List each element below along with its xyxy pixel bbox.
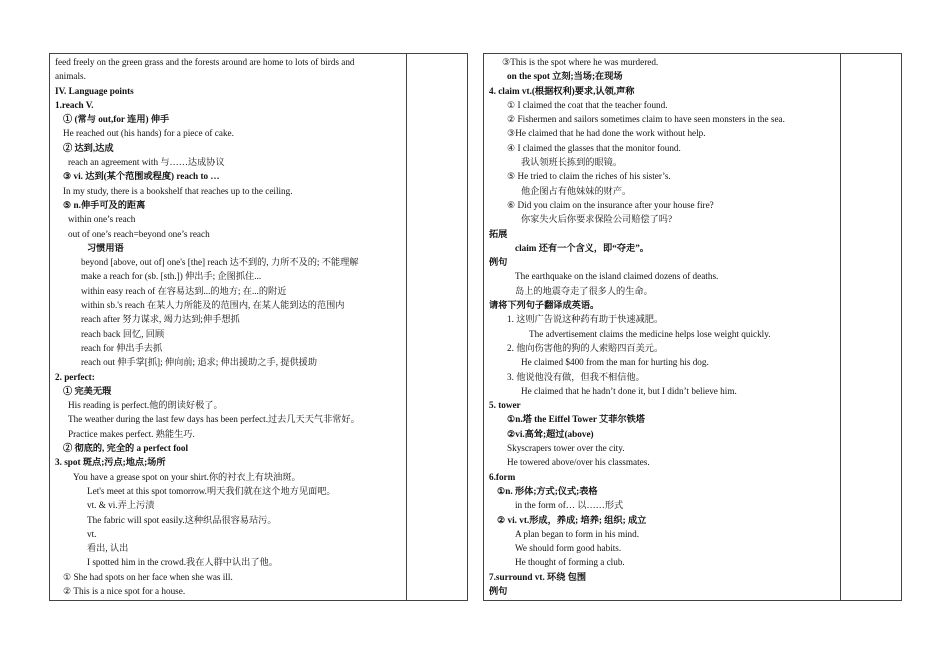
text-line: ③This is the spot where he was murdered. [502, 57, 659, 67]
text-line: ②vi.高耸;超过(above) [507, 428, 594, 439]
text-line: The weather during the last few days has been perfect.过去几天天气非常好。 [68, 414, 360, 425]
text-line: 拓展 [489, 228, 508, 239]
text-line: reach out 伸手掌[抓]; 伸向前; 追求; 伸出援助之手, 提供援助 [81, 357, 318, 368]
text-line: ①n. 形体;方式;仪式;表格 [497, 485, 598, 496]
text-line: His reading is perfect.他的朗读好极了。 [68, 400, 223, 411]
text-line: He claimed that he hadn’t done it, but I didn’t believe him. [521, 385, 737, 396]
text-line: feed freely on the green grass and the forests around are home to lots of birds and [55, 57, 355, 67]
right-blank-column [840, 54, 901, 600]
text-line: make a reach for (sb. [sth.]) 伸出手; 企图抓住... [81, 271, 262, 282]
text-line: ⑤ He tried to claim the riches of his sister’s. [507, 171, 671, 182]
text-line: He towered above/over his classmates. [507, 457, 650, 468]
text-line: He thought of forming a club. [515, 557, 625, 568]
text-line: on the spot 立刻;当场;在现场 [507, 71, 623, 82]
text-line: ③ vi. 达到(某个范围或程度) reach to … [63, 171, 220, 182]
text-line: ① 完美无瑕 [63, 385, 112, 396]
text-line: ② This is a nice spot for a house. [63, 585, 186, 596]
text-line: A plan began to form in his mind. [515, 528, 640, 539]
text-line: out of one’s reach=beyond one’s reach [68, 228, 210, 239]
text-line: vt. & vi.弄上污渍 [87, 500, 155, 511]
text-line: I spotted him in the crowd.我在人群中认出了他。 [87, 557, 278, 568]
text-line: You have a grease spot on your shirt.你的衬衣上有块油斑。 [73, 471, 301, 482]
text-line: within easy reach of 在容易达到...的地方; 在...的附近 [81, 285, 287, 296]
text-line: 习惯用语 [87, 242, 124, 253]
text-line: 3. spot 斑点;污点;地点;场所 [55, 457, 166, 468]
left-blank-column [406, 54, 467, 600]
text-line: 2. 他向伤害他的狗的人索赔四百美元。 [507, 342, 664, 353]
text-line: 例句 [489, 257, 508, 268]
text-line: ①n.塔 the Eiffel Tower 艾菲尔铁塔 [507, 414, 645, 425]
text-line: ① I claimed the coat that the teacher found. [507, 99, 668, 110]
text-line: 3. 他说他没有做，但我不相信他。 [507, 371, 645, 382]
left-text-lines [55, 55, 402, 598]
text-line: reach an agreement with 与……达成协议 [68, 157, 225, 168]
text-line: reach back 回忆, 回顾 [81, 328, 165, 339]
text-line: ⑤ n.伸手可及的距离 [63, 199, 146, 210]
text-line: Skyscrapers tower over the city. [507, 443, 625, 454]
text-line: 4. claim vt.(根据权利)要求,认领,声称 [489, 85, 635, 96]
text-line: ③He claimed that he had done the work without help. [507, 128, 706, 139]
text-line: 看出, 认出 [87, 543, 129, 554]
text-line: 6.form [489, 471, 516, 482]
text-line: 例句 [489, 585, 508, 596]
text-line: ④ I claimed the glasses that the monitor found. [507, 142, 681, 153]
text-line: 岛上的地震夺走了很多人的生命。 [515, 285, 653, 296]
text-line: vt. [87, 528, 97, 539]
text-line: He claimed $400 from the man for hurting his dog. [521, 357, 709, 368]
text-line: beyond [above, out of] one's [the] reach 达不到的, 力所不及的; 不能理解 [81, 257, 359, 268]
text-line: ① She had spots on her face when she was ill. [63, 571, 233, 582]
text-line: within sb.'s reach 在某人力所能及的范围内, 在某人能到达的范围内 [81, 300, 345, 311]
text-line: He reached out (his hands) for a piece of cake. [63, 128, 234, 139]
text-line: The advertisement claims the medicine helps lose weight quickly. [529, 328, 771, 339]
text-line: We should form good habits. [515, 543, 622, 554]
text-line: IV. Language points [55, 85, 134, 96]
left-content-column [50, 54, 406, 600]
left-notes-table [49, 53, 468, 601]
text-line: The fabric will spot easily.这种织品很容易玷污。 [87, 514, 277, 525]
text-line: 他企图占有他妹妹的财产。 [521, 185, 632, 196]
text-line: Let's meet at this spot tomorrow.明天我们就在这个地方见面吧。 [87, 485, 336, 496]
text-line: ② Fishermen and sailors sometimes claim to have seen monsters in the sea. [507, 114, 785, 125]
text-line: ② 达到,达成 [63, 142, 114, 153]
text-line: animals. [55, 71, 86, 82]
text-line: 你家失火后你要求保险公司赔偿了吗? [521, 214, 673, 225]
text-line: 1. 这则广告说这种药有助于快速减肥。 [507, 314, 664, 325]
text-line: The earthquake on the island claimed dozens of deaths. [515, 271, 719, 282]
text-line: reach for 伸出手去抓 [81, 342, 163, 353]
text-line: 2. perfect: [55, 371, 95, 382]
text-line: claim 还有一个含义，即“夺走”。 [515, 242, 649, 253]
text-line: In my study, there is a bookshelf that reaches up to the ceiling. [63, 185, 293, 196]
text-line: 我认领班长拣到的眼镜。 [521, 157, 623, 168]
right-text-lines [489, 55, 836, 598]
text-line: 请将下列句子翻译成英语。 [489, 300, 600, 311]
text-line: Practice makes perfect. 熟能生巧. [68, 428, 195, 439]
right-notes-table [483, 53, 902, 601]
text-line: ② vi. vt.形成，养成; 培养; 组织; 成立 [497, 514, 647, 525]
text-line: 5. tower [489, 400, 521, 411]
text-line: 7.surround vt. 环绕 包围 [489, 571, 587, 582]
text-line: ② 彻底的, 完全的 a perfect fool [63, 443, 189, 454]
right-content-column [484, 54, 840, 600]
text-line: reach after 努力谋求, 竭力达到;伸手想抓 [81, 314, 240, 325]
text-line: ① (常与 out,for 连用) 伸手 [63, 114, 170, 125]
text-line: ⑥ Did you claim on the insurance after your house fire? [507, 199, 714, 210]
text-line: within one’s reach [68, 214, 136, 225]
text-line: in the form of… 以……形式 [515, 500, 624, 511]
text-line: 1.reach V. [55, 99, 94, 110]
